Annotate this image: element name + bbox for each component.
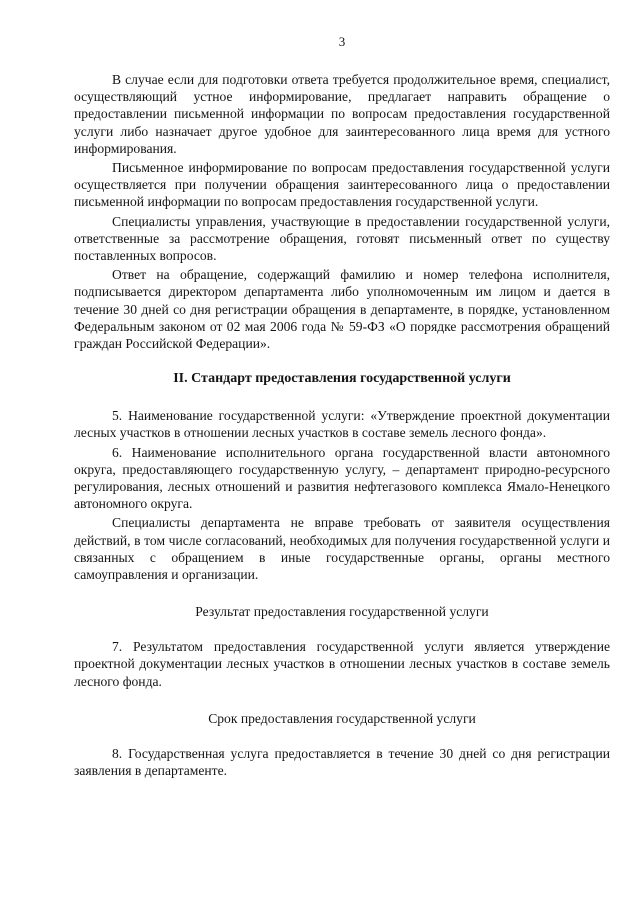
document-page xyxy=(74,34,610,779)
paragraph-response-signing: Ответ на обращение, содержащий фамилию и номер телефона исполнителя, подписывается директором департамента либо уполномоченным им лицом и дается в течение 30 дней со дня регистрации обращения в департаменте, в порядке, установленном Федеральным законом от 02 мая 2006 года № 59-ФЗ «О порядке рассмотрения обращений граждан Российской Федерации». xyxy=(74,267,610,352)
paragraph-term: 8. Государственная услуга предоставляется в течение 30 дней со дня регистрации заявления в департаменте. xyxy=(74,745,610,779)
paragraph-oral-info-time: В случае если для подготовки ответа требуется продолжительное время, специалист, осуществляющий устное информирование, предлагает направить обращение о предоставлении письменной информации по вопросам предоставления государственной услуги либо назначает другое удобное для заинтересованного лица время для устного информирования. xyxy=(74,72,610,156)
paragraph-written-info: Письменное информирование по вопросам предоставления государственной услуги осуществляется при получении обращения заинтересованного лица о предоставлении письменной информации по вопросам предоставления государственной услуги. xyxy=(74,160,610,210)
sub-heading-result: Результат предоставления государственной услуги xyxy=(195,604,489,620)
paragraph-service-name: 5. Наименование государственной услуги: «Утверждение проектной документации лесных участков в отношении лесных участков в составе земель лесного фонда». xyxy=(74,408,610,441)
page-number: 3 xyxy=(338,34,346,49)
paragraph-no-extra-requirements: Специалисты департамента не вправе требовать от заявителя осуществления действий, в том числе согласований, необходимых для получения государственной услуги и связанных с обращением в иные государственные органы, органы местного самоуправления и организации. xyxy=(74,515,610,583)
paragraph-authority-name: 6. Наименование исполнительного органа государственной власти автономного округа, предоставляющего государственную услугу, – департамент природно-ресурсного регулирования, лесных отношений и развития нефтегазового комплекса Ямало-Ненецкого автономного округа. xyxy=(74,444,610,512)
paragraph-result: 7. Результатом предоставления государственной услуги является утверждение проектной документации лесных участков в отношении лесных участков в составе земель лесного фонда. xyxy=(74,639,610,689)
section-heading-standard: II. Стандарт предоставления государственной услуги xyxy=(173,371,511,387)
sub-heading-term: Срок предоставления государственной услуги xyxy=(208,710,476,726)
paragraph-specialists-response: Специалисты управления, участвующие в предоставлении государственной услуги, ответственные за рассмотрение обращения, готовят письменный ответ по существу поставленных вопросов. xyxy=(74,213,610,264)
